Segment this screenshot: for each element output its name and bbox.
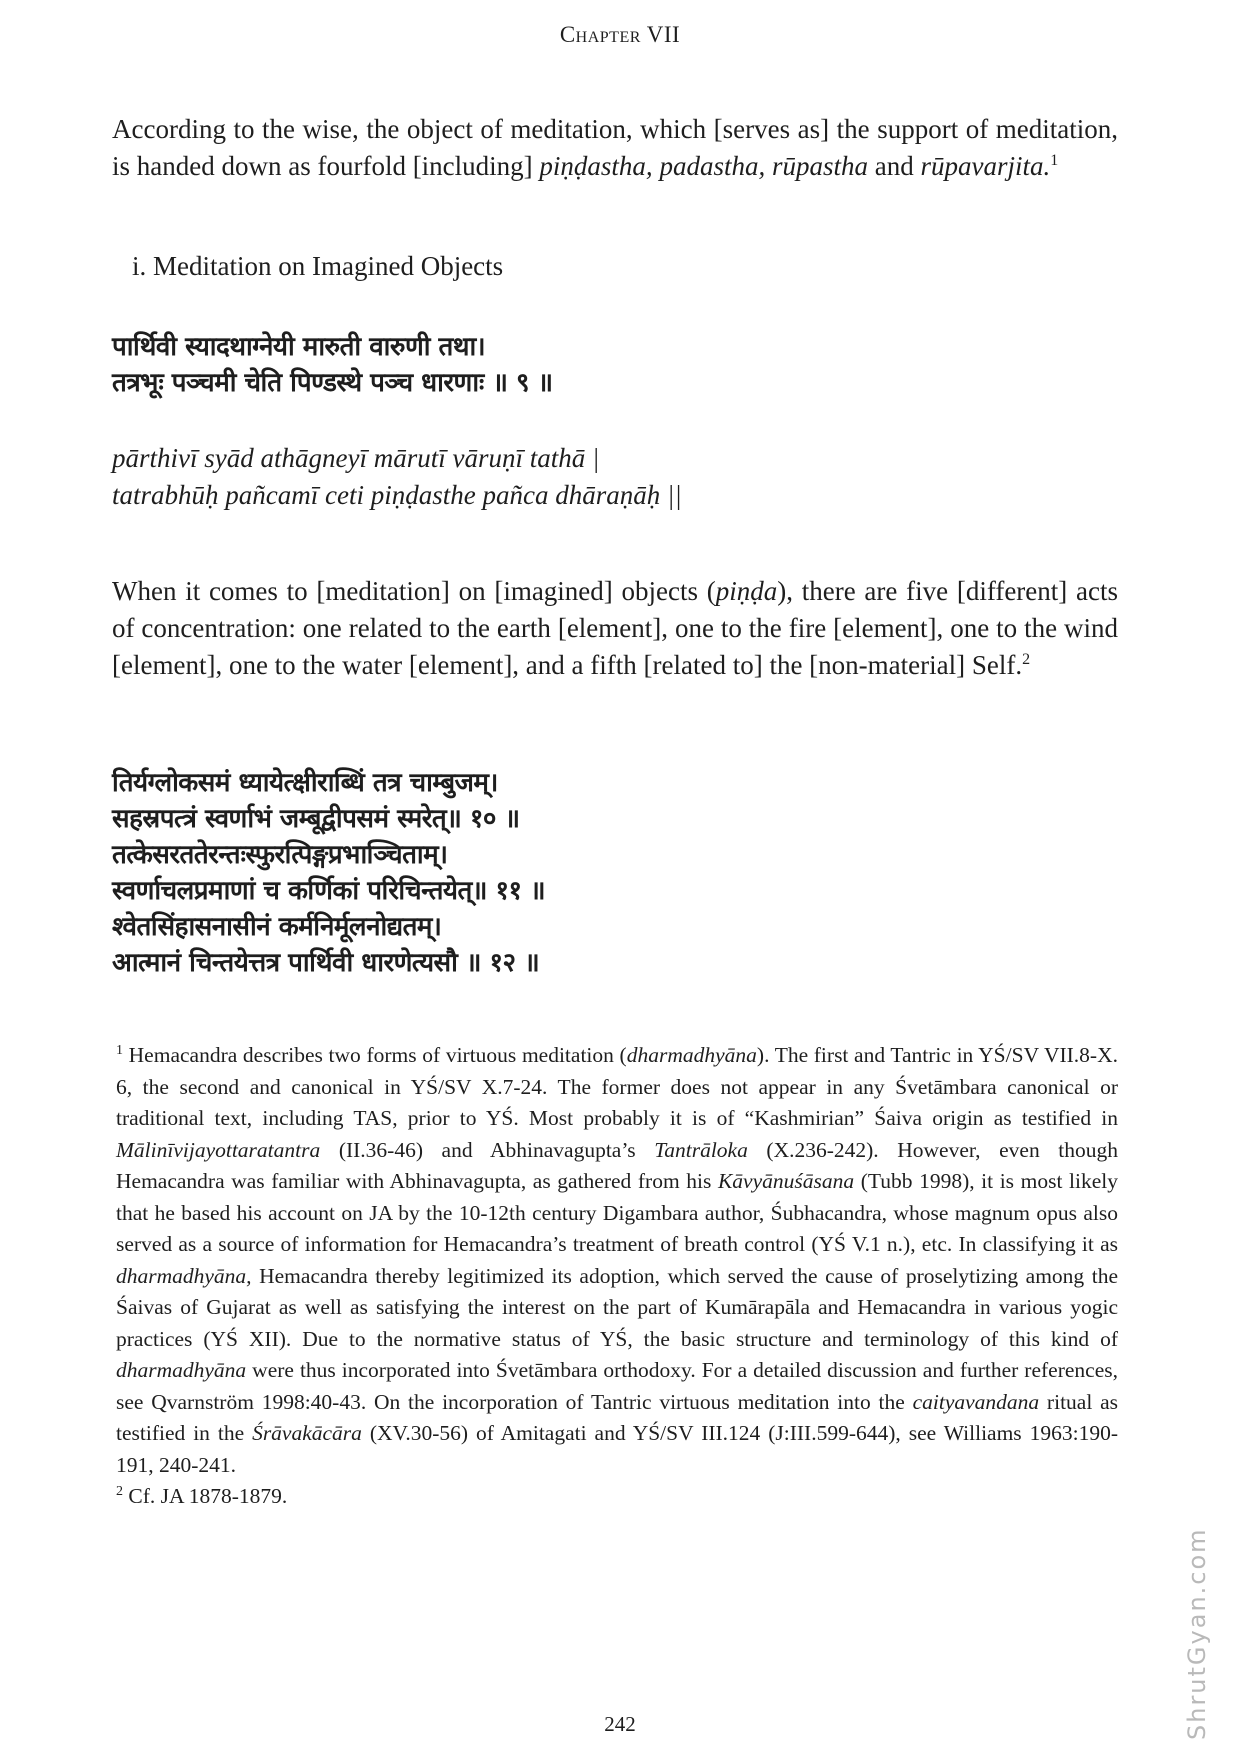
footnote-term: Tantrāloka: [654, 1137, 748, 1162]
sanskrit-verse-9: [112, 329, 553, 401]
paragraph-text: ), there are five [different] acts of concentration: one related to the earth [element], one to the fire [element], one to the wind [element], one to the water [element], and a fifth [related to] the [non-material] Self.: [112, 576, 1118, 680]
footnote-term: Śrāvakācāra: [252, 1421, 362, 1445]
verse-line: श्वेतसिंहासनासीनं कर्मनिर्मूलनोद्यतम्।: [112, 912, 442, 942]
footnote-text: Hemacandra thereby legitimized its adoption, which served the cause of proselytizing among the Śaivas of Gujarat as well as satisfying the interest on the part of Kumārapāla and Hemacandra in various yogic practices (YŚ XII). Due to the normative status of YŚ, the basic structure and terminology of this kind of: [116, 1263, 1118, 1351]
transliteration-line: tatrabhūḥ pañcamī ceti piṇḍasthe pañca dhāraṇāḥ ||: [112, 480, 682, 510]
term-pinda: piṇḍa: [715, 576, 778, 606]
transliteration-verse-9: [112, 440, 682, 514]
verse-line: पार्थिवी स्यादथाग्नेयी मारुती वारुणी तथा।: [112, 332, 486, 362]
footnote-text: Hemacandra describes two forms of virtuous meditation (: [123, 1043, 627, 1067]
page-number: 242: [604, 1712, 636, 1736]
footnote-text: (X.236-242). However, even though Hemacandra was familiar with Abhinavagupta, as gathered from his: [116, 1137, 1118, 1193]
watermark: ShrutGyan.com: [1183, 1527, 1211, 1740]
footnote-text: ). The first and Tantric in YŚ/SV VII.8-X. 6, the second and canonical in YŚ/SV X.7-24. The former does not appear in any Śvetāmbara canonical or traditional text, including TAS, prior to YŚ. Most probably it is of “Kashmirian” Śaiva origin as testified in: [116, 1043, 1118, 1130]
term-padastha-rupastha: padastha, rūpastha: [659, 151, 868, 181]
verse-line: आत्मानं चिन्तयेत्तत्र पार्थिवी धारणेत्यसौ ॥ १२ ॥: [112, 948, 540, 978]
verse-line: तिर्यग्लोकसमं ध्यायेत्क्षीराब्धिं तत्र चाम्बुजम्।: [112, 768, 498, 798]
sanskrit-verses-10-12: [112, 765, 545, 981]
term-pindastha: piṇḍastha,: [539, 151, 653, 181]
footnote-text: (Tubb 1998), it is most likely that he based his account on JA by the 10-12th century Digambara author, Śubhacandra, whose magnum opus also served as a source of information for Hemacandra’s treatment of breath control (YŚ V.1 n.), etc. In classifying it as: [116, 1169, 1118, 1256]
paragraph-text: According to the wise, the object of meditation, which [serves as] the support of meditation, is handed down as fourfold [including]: [112, 114, 1118, 181]
footnote-1: [116, 1040, 1118, 1481]
footnote-text: ritual as testified in the: [116, 1389, 1118, 1445]
transliteration-line: pārthivī syād athāgneyī mārutī vāruṇī tathā |: [112, 443, 600, 473]
section-heading: i. Meditation on Imagined Objects: [132, 251, 504, 281]
footnote-term: caityavandana: [912, 1389, 1040, 1414]
verse-line: सहस्रपत्त्रं स्वर्णाभं जम्बूद्वीपसमं स्मरेत्॥ १० ॥: [112, 804, 520, 834]
verse-line: स्वर्णाचलप्रमाणां च कर्णिकां परिचिन्तयेत्॥ ११ ॥: [112, 876, 546, 906]
footnote-term: Mālinīvijayottaratantra: [116, 1137, 321, 1162]
footnote-text: were thus incorporated into Śvetāmbara orthodoxy. For a detailed discussion and further references, see Qvarnström 1998:40-43. On the incorporation of Tantric virtuous meditation into the: [116, 1358, 1118, 1414]
running-head: Chapter VII: [559, 22, 681, 47]
paragraph-text: and: [867, 151, 921, 181]
footnotes: [116, 1040, 1118, 1513]
term-rupavarjita: rūpavarjita.: [920, 151, 1051, 181]
footnote-ref-2[interactable]: 2: [1022, 651, 1031, 668]
footnote-2: [116, 1481, 1118, 1513]
paragraph-imagined-objects: [112, 573, 1118, 684]
paragraph-text: When it comes to [meditation] on [imagined] objects (: [112, 576, 716, 606]
footnote-term: dharmadhyāna: [116, 1358, 247, 1382]
verse-line: तत्केसरततेरन्तःस्फुरत्पिङ्गप्रभाञ्चिताम्।: [112, 840, 448, 870]
footnote-text: (XV.30-56) of Amitagati and YŚ/SV III.124 (J:III.599-644), see Williams 1963:190-191, 240-241.: [116, 1421, 1118, 1477]
footnote-number: 1: [116, 1042, 123, 1058]
footnote-text: Cf. JA 1878-1879.: [123, 1484, 288, 1508]
footnote-term: dharmadhyāna: [626, 1043, 757, 1067]
paragraph-object-of-meditation: [112, 111, 1118, 185]
footnote-term: Kāvyānuśāsana: [717, 1169, 855, 1193]
footnote-number: 2: [116, 1483, 123, 1499]
footnote-ref-1[interactable]: 1: [1050, 152, 1059, 169]
footnote-term: dharmadhyāna,: [116, 1263, 252, 1288]
verse-line: तत्रभूः पञ्चमी चेति पिण्डस्थे पञ्च धारणाः ॥ ९ ॥: [112, 368, 553, 398]
footnote-text: (II.36-46) and Abhinavagupta’s: [320, 1137, 655, 1162]
